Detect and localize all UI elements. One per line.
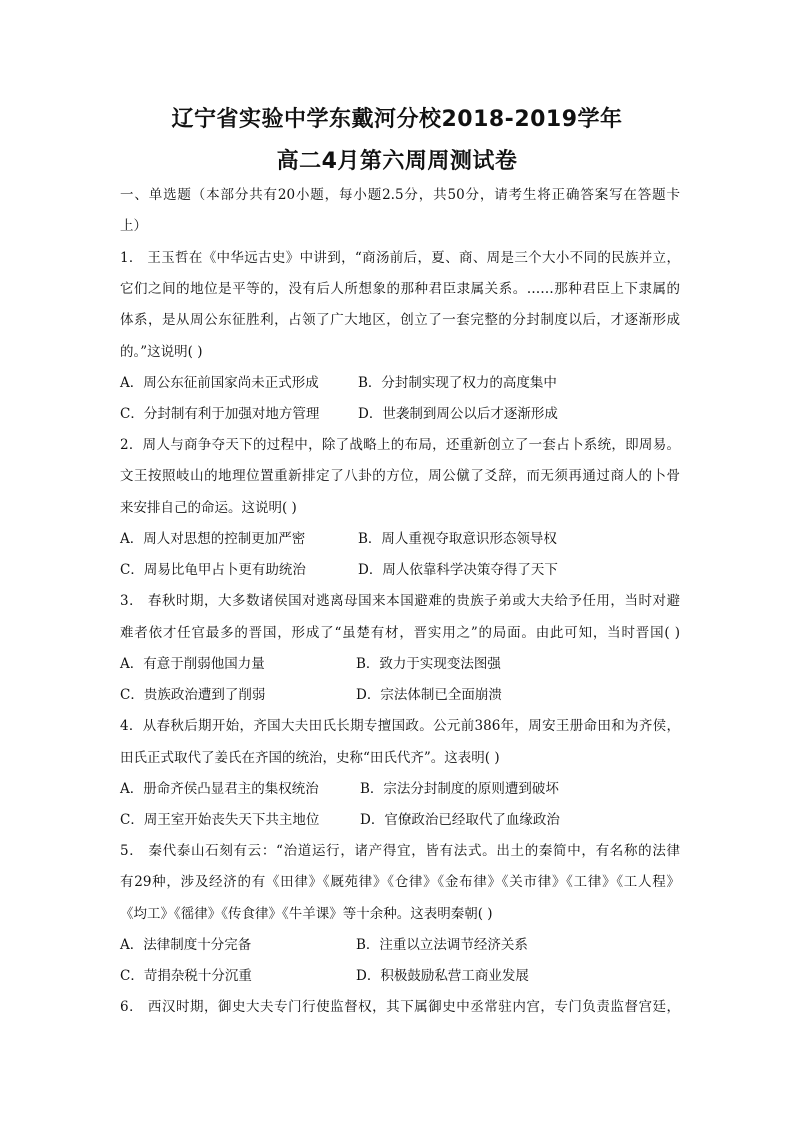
question-3-option-c: C．贵族政治遭到了削弱: [120, 687, 266, 703]
question-2-line-1: 2．周人与商争夺天下的过程中，除了战略上的布局，还重新创立了一套占卜系统，即周易。: [120, 437, 680, 453]
question-5-option-a: A．法律制度十分完备: [120, 937, 252, 953]
question-4-option-a: A．册命齐侯凸显君主的集权统治: [120, 781, 319, 797]
question-1-line-4: 的。”这说明( ): [120, 344, 203, 360]
question-5-line-3: 《均工》《徭律》《传食律》《牛羊课》等十余种。这表明秦朝( ): [120, 906, 493, 922]
question-5-option-d: D．积极鼓励私营工商业发展: [356, 968, 529, 984]
question-1-option-b: B．分封制实现了权力的高度集中: [358, 375, 557, 391]
question-1-option-c: C．分封制有利于加强对地方管理: [120, 406, 320, 422]
section-instruction: 一、单选题（本部分共有20小题，每小题2.5分，共50分，请考生将正确答案写在答题卡: [120, 187, 680, 203]
question-4-line-2: 田氏正式取代了姜氏在齐国的统治，史称“田氏代齐”。这表明( ): [120, 750, 500, 766]
page-title: 辽宁省实验中学东戴河分校2018-2019学年: [171, 107, 623, 132]
page-subtitle: 高二4月第六周周测试卷: [276, 149, 518, 174]
question-6-line-1: 6． 西汉时期，御史大夫专门行使监督权，其下属御史中丞常驻内宫，专门负责监督宫廷，: [120, 999, 680, 1015]
question-3-option-b: B．致力于实现变法图强: [356, 656, 501, 672]
question-2-option-c: C．周易比龟甲占卜更有助统治: [120, 562, 306, 578]
question-2-option-d: D．周人依靠科学决策夺得了天下: [358, 562, 558, 578]
section-instruction-cont: 上）: [120, 218, 147, 234]
question-5-line-1: 5． 秦代泰山石刻有云：“治道运行，诸产得宜，皆有法式。出土的秦简中，有名称的法律: [120, 843, 680, 859]
question-1-option-d: D．世袭制到周公以后才逐渐形成: [358, 406, 558, 422]
question-1-line-1: 1． 王玉哲在《中华远古史》中讲到，“商汤前后，夏、商、周是三个大小不同的民族并立，: [120, 250, 680, 266]
question-1-line-3: 体系，是从周公东征胜利，占领了广大地区，创立了一套完整的分封制度以后，才逐渐形成: [120, 312, 680, 328]
question-2-line-3: 来安排自己的命运。这说明( ): [120, 500, 297, 516]
question-3-line-2: 难者依才任官最多的晋国，形成了“虽楚有材，晋实用之”的局面。由此可知，当时晋国( ): [120, 625, 680, 641]
question-3-line-1: 3． 春秋时期，大多数诸侯国对逃离母国来本国避难的贵族子弟或大夫给予任用，当时对避: [120, 593, 680, 609]
question-3-option-d: D．宗法体制已全面崩溃: [356, 687, 502, 703]
question-5-option-b: B．注重以立法调节经济关系: [356, 937, 528, 953]
question-4-option-d: D．官僚政治已经取代了血缘政治: [360, 812, 560, 828]
question-2-line-2: 文王按照岐山的地理位置重新排定了八卦的方位，周公僦了爻辞，而无须再通过商人的卜骨: [120, 468, 680, 484]
question-5-line-2: 有29种，涉及经济的有《田律》《厩苑律》《仓律》《金布律》《关市律》《工律》《工人程》: [120, 874, 680, 890]
question-1-line-2: 它们之间的地位是平等的，没有后人所想象的那种君臣隶属关系。……那种君臣上下隶属的: [120, 281, 680, 297]
question-2-option-a: A．周人对思想的控制更加严密: [120, 531, 306, 547]
question-4-line-1: 4．从春秋后期开始，齐国大夫田氏长期专擅国政。公元前386年，周安王册命田和为齐侯，: [120, 718, 680, 734]
question-2-option-b: B．周人重视夺取意识形态领导权: [358, 531, 557, 547]
question-1-option-a: A．周公东征前国家尚未正式形成: [120, 375, 319, 391]
question-4-option-c: C．周王室开始丧失天下共主地位: [120, 812, 320, 828]
question-5-option-c: C．苛捐杂税十分沉重: [120, 968, 252, 984]
question-4-option-b: B．宗法分封制度的原则遭到破坏: [360, 781, 559, 797]
question-3-option-a: A．有意于削弱他国力量: [120, 656, 265, 672]
